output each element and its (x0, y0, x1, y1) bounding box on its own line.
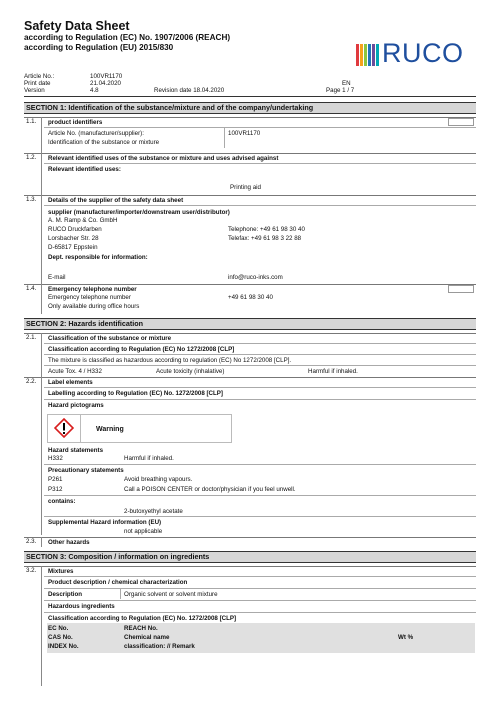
side-box (448, 118, 474, 126)
acute-tox-code: Acute Tox. 4 / H332 (48, 368, 102, 375)
subsection-number: 1.2. (24, 153, 42, 195)
precaution-code: P312 (48, 486, 63, 493)
pictograms-heading: Hazard pictograms (48, 402, 104, 409)
section-3-bar (24, 551, 476, 563)
precaution-text: Call a POISON CENTER or doctor/physician if you feel unwell. (124, 486, 296, 493)
print-date-label: Print date (24, 80, 51, 87)
emergency-note: Only available during office hours (48, 303, 140, 310)
supplemental-value: not applicable (124, 528, 163, 535)
pictogram-box (47, 414, 232, 443)
acute-tox-effect: Harmful if inhaled. (308, 368, 358, 375)
document-subtitle-eu: according to Regulation (EU) 2015/830 (24, 43, 174, 52)
pictogram-separator (80, 415, 81, 443)
col-cas-no: CAS No. (48, 634, 73, 641)
row-line (44, 464, 476, 465)
precautionary-heading: Precautionary statements (48, 467, 124, 474)
row-line (44, 354, 476, 355)
subsection-heading: Emergency telephone number (48, 286, 137, 293)
row-line (44, 163, 476, 164)
column-line (224, 128, 225, 148)
row-line (44, 576, 476, 577)
header-divider (24, 96, 476, 97)
supplier-telefax: Telefax: +49 61 98 3 22 88 (228, 235, 302, 242)
row-line (44, 399, 476, 400)
precaution-code: P261 (48, 476, 63, 483)
section-2-title: SECTION 2: Hazards identification (26, 319, 144, 328)
row-line (44, 127, 476, 128)
row-line (44, 588, 476, 589)
subsection-number: 2.2. (24, 377, 42, 535)
row-line (44, 516, 476, 517)
email-label: E-mail (48, 274, 66, 281)
subsection-number: 2.3. (24, 537, 42, 547)
subsection-heading: Classification of the substance or mixture (48, 335, 172, 342)
language: EN (342, 80, 351, 87)
subsection-number: 3.2. (24, 566, 42, 686)
revision-date: Revision date 18.04.2020 (154, 87, 225, 94)
subsection-number: 1.1. (24, 117, 42, 153)
subsection-heading: Other hazards (48, 539, 90, 546)
row-line (44, 387, 476, 388)
emergency-label: Emergency telephone number (48, 294, 131, 301)
contains-label: contains: (48, 498, 76, 505)
version-value: 4.8 (90, 87, 99, 94)
row-line (44, 365, 476, 366)
signal-word: Warning (96, 426, 124, 433)
supplier-city: D-65817 Eppstein (48, 244, 98, 251)
supplier-street: Lorsbacher Str. 28 (48, 235, 99, 242)
row-line (44, 205, 476, 206)
subsection-heading: Mixtures (48, 568, 74, 575)
product-description-heading: Product description / chemical characterization (48, 579, 188, 586)
hazard-code: H332 (48, 455, 63, 462)
document-title: Safety Data Sheet (24, 19, 130, 33)
section-2-bar (24, 318, 476, 330)
section-1-bar (24, 102, 476, 114)
uses-value: Printing aid (230, 184, 261, 191)
ruco-logo (356, 40, 476, 66)
col-ec-no: EC No. (48, 625, 69, 632)
article-label: Article No.: (24, 73, 55, 80)
article-no-label: Article No. (manufacturer/supplier): (48, 130, 144, 137)
clp-text: The mixture is classified as hazardous according to regulation (EC) No 1272/2008 [CLP]. (48, 357, 292, 364)
logo-text: RUCO (382, 38, 464, 68)
supplier-name: A. M. Ramp & Co. GmbH (48, 217, 118, 224)
subsection-heading: Label elements (48, 379, 93, 386)
hazard-statements-heading: Hazard statements (48, 447, 104, 454)
email-value: info@ruco-inks.com (228, 274, 283, 281)
row-line (44, 343, 476, 344)
col-weight-percent: Wt % (398, 634, 414, 641)
column-line (120, 588, 121, 599)
supplier-label: supplier (manufacturer/importer/downstream user/distributor) (48, 209, 230, 216)
hazardous-ingredients-heading: Hazardous ingredients (48, 603, 115, 610)
description-value: Organic solvent or solvent mixture (124, 591, 218, 598)
subsection-number: 2.1. (24, 333, 42, 377)
col-reach-no: REACH No. (124, 625, 158, 632)
description-label: Description (48, 591, 83, 598)
emergency-value: +49 61 98 30 40 (228, 294, 273, 301)
subsection-number: 1.4. (24, 284, 42, 314)
subsection-number: 1.3. (24, 195, 42, 311)
clp-heading: Classification according to Regulation (EC) No. 1272/2008 [CLP] (48, 615, 237, 622)
document-subtitle-reach: according to Regulation (EC) No. 1907/2006 (REACH) (24, 33, 231, 42)
hazard-text: Harmful if inhaled. (124, 455, 174, 462)
supplemental-heading: Supplemental Hazard information (EU) (48, 519, 162, 526)
print-date-value: 21.04.2020 (90, 80, 121, 87)
col-classification: classification: // Remark (124, 643, 195, 650)
side-box (448, 285, 474, 293)
row-line (44, 495, 476, 496)
row-line (44, 600, 476, 601)
col-chemical-name: Chemical name (124, 634, 170, 641)
section-1-title: SECTION 1: Identification of the substance/mixture and of the company/undertaking (26, 103, 314, 112)
precaution-text: Avoid breathing vapours. (124, 476, 193, 483)
identification-label: Identification of the substance or mixture (48, 139, 160, 146)
logo-color-bars (356, 44, 380, 66)
subsection-2-3 (24, 537, 476, 548)
section-3-title: SECTION 3: Composition / information on ingredients (26, 552, 210, 561)
contains-value: 2-butoxyethyl acetate (124, 508, 183, 515)
subsection-heading: Relevant identified uses of the substance or mixture and uses advised against (48, 155, 279, 162)
labelling-heading: Labelling according to Regulation (EC) No. 1272/2008 [CLP] (48, 390, 223, 397)
supplier-division: RUCO Druckfarben (48, 226, 102, 233)
dept-label: Dept. responsible for information: (48, 254, 148, 261)
article-value: 100VR1170 (90, 73, 123, 80)
exclamation-pictogram-icon (54, 418, 74, 438)
subsection-2-2 (24, 377, 476, 536)
row-line (44, 612, 476, 613)
page-number: Page 1 / 7 (326, 87, 355, 94)
supplier-telephone: Telephone: +49 61 98 30 40 (228, 226, 305, 233)
uses-label: Relevant identified uses: (48, 166, 121, 173)
article-no-value: 100VR1170 (228, 130, 261, 137)
subsection-heading: product identifiers (48, 119, 103, 126)
clp-heading: Classification according to Regulation (EC) No 1272/2008 [CLP] (48, 346, 235, 353)
col-index-no: INDEX No. (48, 643, 79, 650)
acute-tox-description: Acute toxicity (inhalative) (156, 368, 225, 375)
version-label: Version (24, 87, 45, 94)
subsection-heading: Details of the supplier of the safety data sheet (48, 197, 184, 204)
